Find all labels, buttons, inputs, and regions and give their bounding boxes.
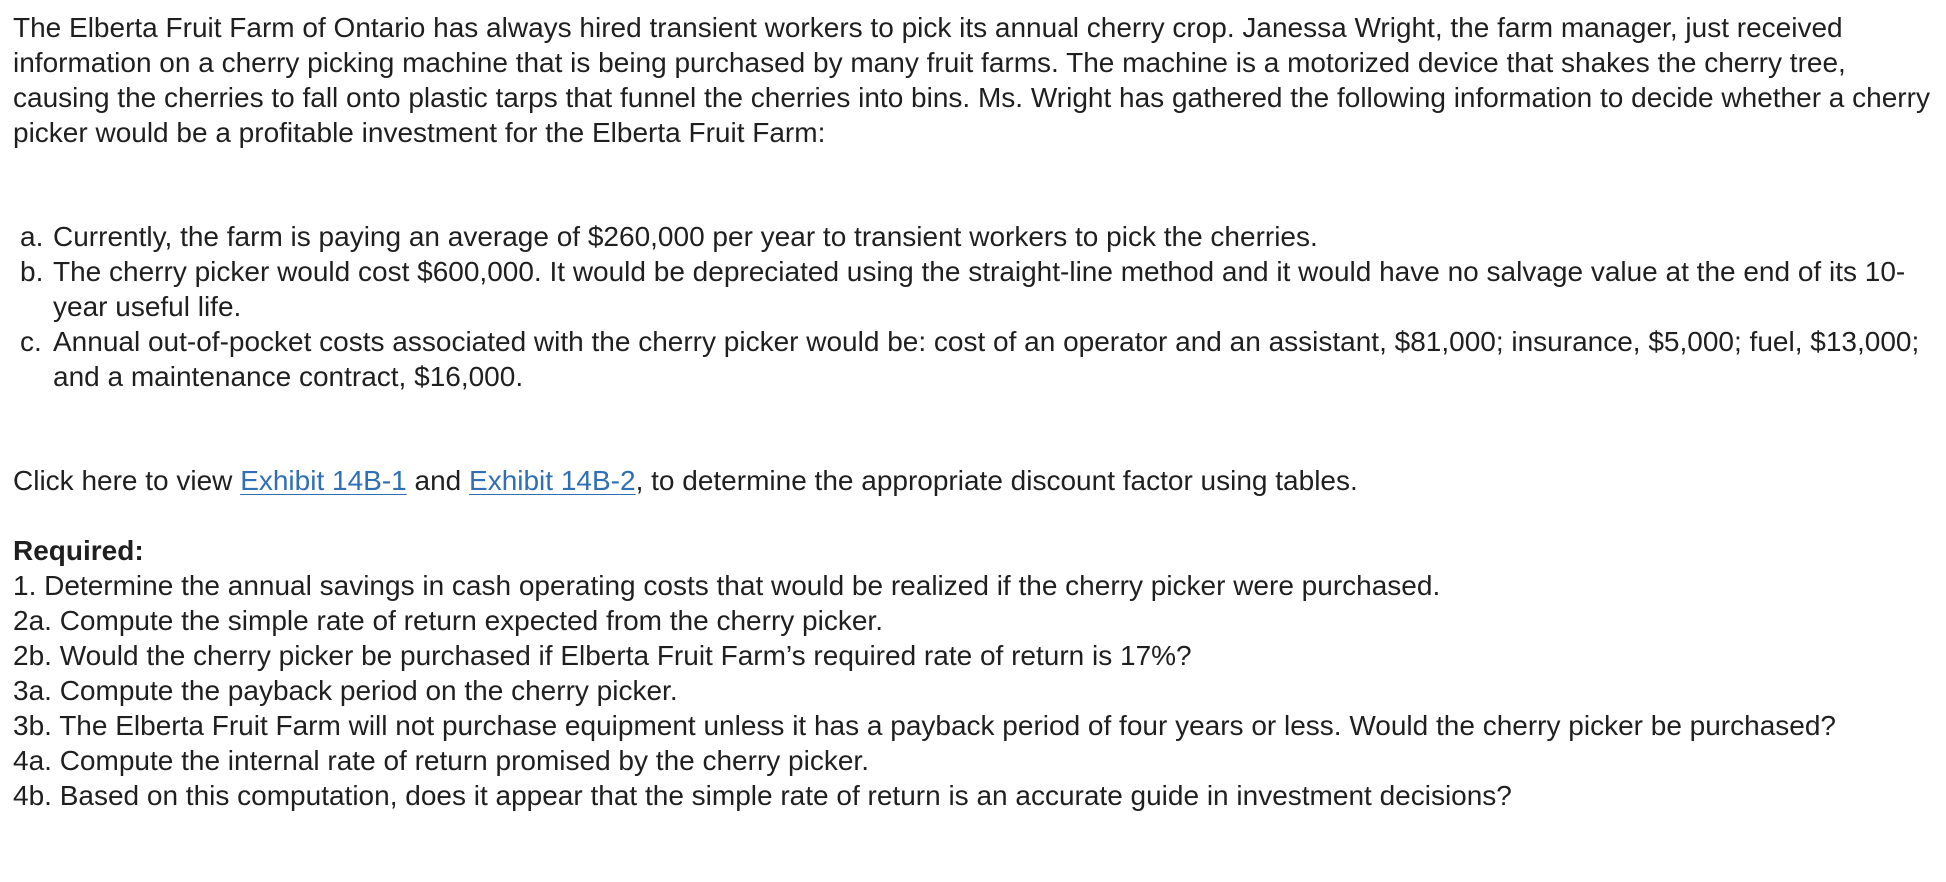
fact-item	[20, 324, 1934, 394]
fact-item	[20, 254, 1934, 324]
required-item: 4a. Compute the internal rate of return promised by the cherry picker.	[13, 745, 869, 776]
exhibit-middle: and	[406, 465, 470, 496]
required-item: 3a. Compute the payback period on the cherry picker.	[13, 675, 678, 706]
fact-item	[20, 219, 1934, 254]
required-item: 2b. Would the cherry picker be purchased if Elberta Fruit Farm’s required rate of return is 17%?	[13, 640, 1192, 671]
fact-marker: b.	[20, 256, 44, 287]
fact-marker: c.	[20, 326, 42, 357]
fact-text: Currently, the farm is paying an average of $260,000 per year to transient workers to pick the cherries.	[53, 221, 1318, 252]
required-item: 1. Determine the annual savings in cash operating costs that would be realized if the cherry picker were purchased.	[13, 570, 1441, 601]
exhibit-14b-2-link[interactable]: Exhibit 14B-2	[469, 465, 636, 496]
fact-marker: a.	[20, 221, 44, 252]
exhibit-instructions	[13, 463, 1934, 498]
required-item: 2a. Compute the simple rate of return expected from the cherry picker.	[13, 605, 883, 636]
fact-text: The cherry picker would cost $600,000. It would be depreciated using the straight-line method and it would have no salvage value at the end of its 10-year useful life.	[53, 256, 1906, 322]
intro-paragraph: The Elberta Fruit Farm of Ontario has always hired transient workers to pick its annual cherry crop. Janessa Wright, the farm manager, just received information on a cherry picking machine that is being purchased by many fruit farms. The machine is a motorized device that shakes the cherry tree, causing the cherries to fall onto plastic tarps that funnel the cherries into bins. Ms. Wright has gathered the following information to decide whether a cherry picker would be a profitable investment for the Elberta Fruit Farm:	[13, 12, 1930, 148]
exhibit-prefix: Click here to view	[13, 465, 241, 496]
facts-list	[13, 219, 1934, 394]
exhibit-suffix: , to determine the appropriate discount factor using tables.	[635, 465, 1358, 496]
exhibit-14b-1-link[interactable]: Exhibit 14B-1	[240, 465, 407, 496]
required-item: 4b. Based on this computation, does it appear that the simple rate of return is an accurate guide in investment decisions?	[13, 780, 1512, 811]
required-item: 3b. The Elberta Fruit Farm will not purchase equipment unless it has a payback period of four years or less. Would the cherry picker be purchased?	[13, 710, 1836, 741]
required-heading: Required:	[13, 535, 144, 566]
fact-text: Annual out-of-pocket costs associated with the cherry picker would be: cost of an operator and an assistant, $81,000; insurance, $5,000; fuel, $13,000; and a maintenance contract, $16,000.	[53, 326, 1920, 392]
required-list	[13, 568, 1934, 813]
